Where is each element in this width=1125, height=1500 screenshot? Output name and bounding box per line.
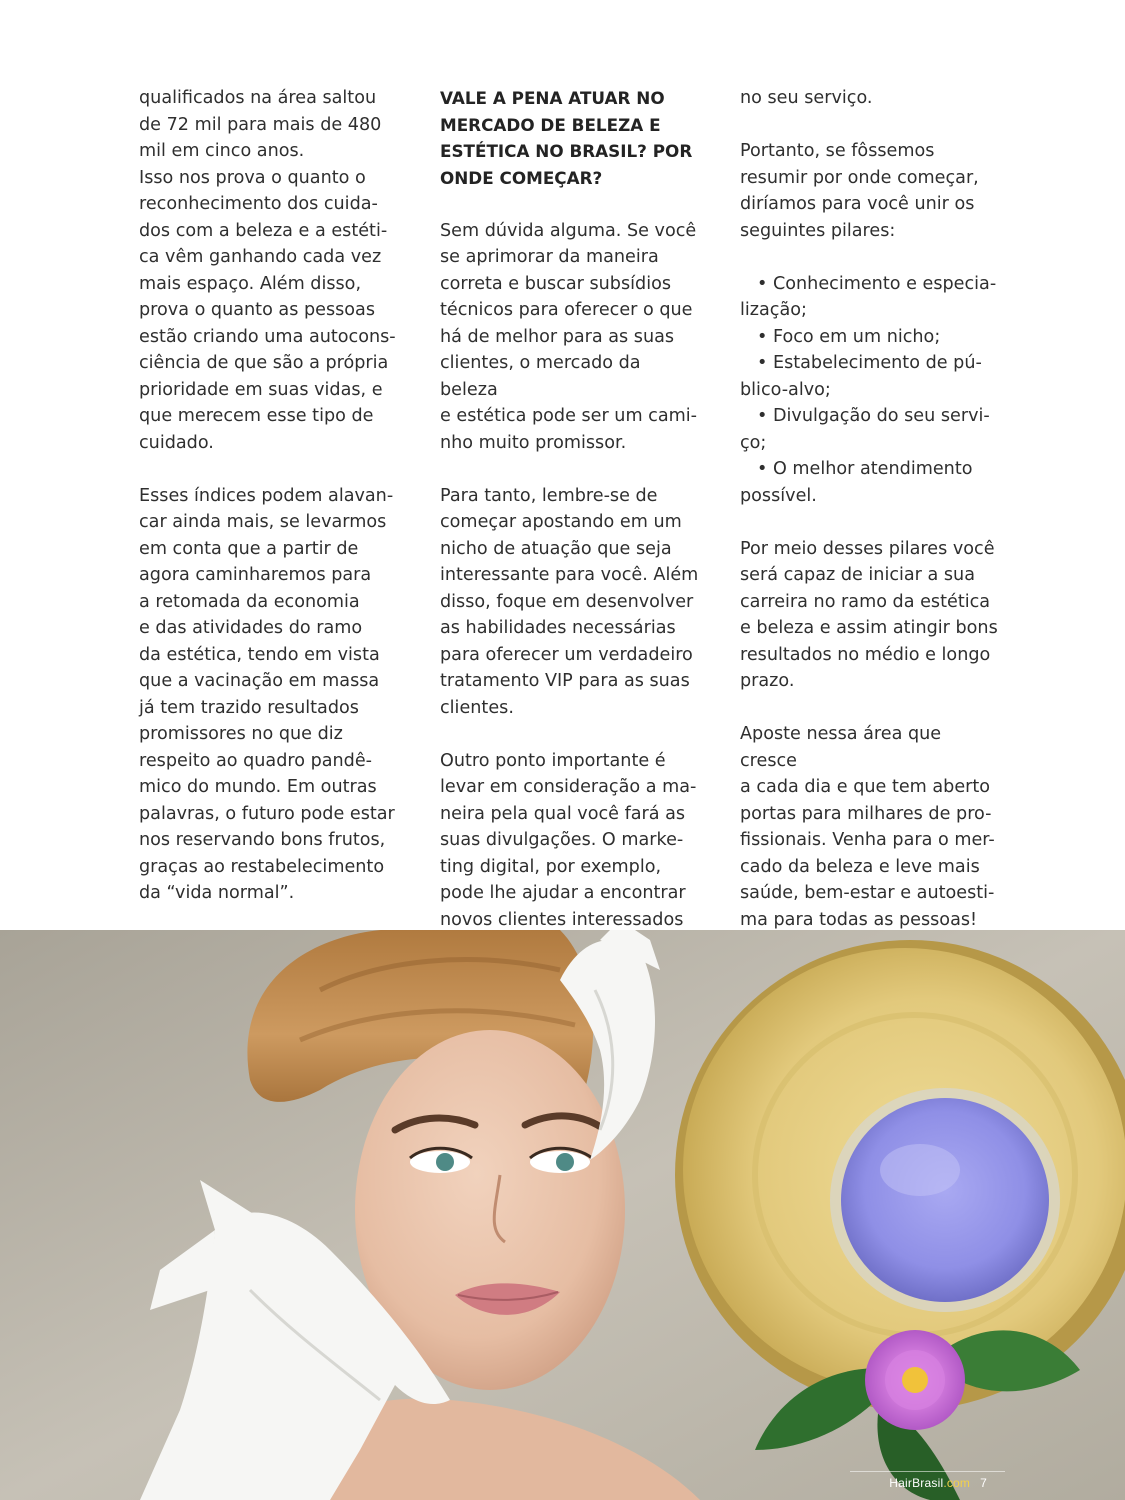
- paragraph: Aposte nessa área que cresce a cada dia e que tem aberto portas para milhares de pro- fissionais. Venha para o mer- cado da beleza e leve mais saúde, bem-estar e autoesti- ma para todas as pessoas!: [740, 724, 995, 930]
- text-column-3: [740, 85, 1002, 933]
- paragraph: Sem dúvida alguma. Se você se aprimorar da maneira correta e buscar subsídios técnicos para oferecer o que há de melhor para as suas clientes, o mercado da beleza e estética pode ser um cami- nho muito promissor.: [440, 220, 698, 453]
- spa-photo: [0, 930, 1125, 1500]
- section-heading: VALE A PENA ATUAR NO MERCADO DE BELEZA E ESTÉTICA NO BRASIL? POR ONDE COMEÇAR?: [440, 88, 693, 188]
- list-item: • Estabelecimento de pú- blico-alvo;: [740, 353, 982, 400]
- brand-suffix: .com: [943, 1476, 971, 1490]
- paragraph: Para tanto, lembre-se de começar apostando em um nicho de atuação que seja interessante para você. Além disso, foque em desenvolver as habilidades necessárias para oferecer um verdadeiro tratamento VIP para as suas clientes.: [440, 485, 699, 718]
- paragraph: Por meio desses pilares você será capaz de iniciar a sua carreira no ramo da estética e beleza e assim atingir bons resultados no médio e longo prazo.: [740, 538, 998, 691]
- flower: [865, 1330, 965, 1430]
- page-number: 7: [980, 1476, 987, 1490]
- paragraph: no seu serviço.: [740, 88, 873, 108]
- paragraph: qualificados na área saltou de 72 mil para mais de 480 mil em cinco anos. Isso nos prova o quanto o reconhecimento dos cuida- dos com a beleza e a estéti- ca vêm ganhando cada vez mais espaço. Além disso, prova o quanto as pessoas estão criando uma autocons- ciência de que são a própria prioridade em suas vidas, e que merecem esse tipo de cuidado.: [139, 88, 396, 453]
- footer-rule: [850, 1471, 1005, 1472]
- page-footer: [889, 1476, 987, 1490]
- list-item: • Foco em um nicho;: [757, 326, 941, 347]
- bath-salt-bowl: [830, 1088, 1060, 1312]
- text-column-2: [440, 85, 702, 933]
- pillars-list: [740, 271, 1002, 510]
- text-column-1: [139, 85, 401, 907]
- paragraph: Portanto, se fôssemos resumir por onde começar, diríamos para você unir os seguintes pilares:: [740, 141, 979, 241]
- list-item: • Conhecimento e especia- lização;: [740, 273, 997, 320]
- brand-name: HairBrasil: [889, 1476, 944, 1490]
- paragraph: Esses índices podem alavan- car ainda mais, se levarmos em conta que a partir de agora caminharemos para a retomada da economia e das atividades do ramo da estética, tendo em vista que a vacinação em massa já tem trazido resultados promissores no que diz respeito ao quadro pandê- mico do mundo. Em outras palavras, o futuro pode estar nos reservando bons frutos, graças ao restabelecimento da “vida normal”.: [139, 485, 395, 903]
- paragraph: Outro ponto importante é levar em consideração a ma- neira pela qual você fará as suas divulgações. O marke- ting digital, por exemplo, pode lhe ajudar a encontrar novos clientes interessados: [440, 750, 697, 930]
- list-item: • O melhor atendimento possível.: [740, 459, 973, 506]
- list-item: • Divulgação do seu servi- ço;: [740, 406, 990, 453]
